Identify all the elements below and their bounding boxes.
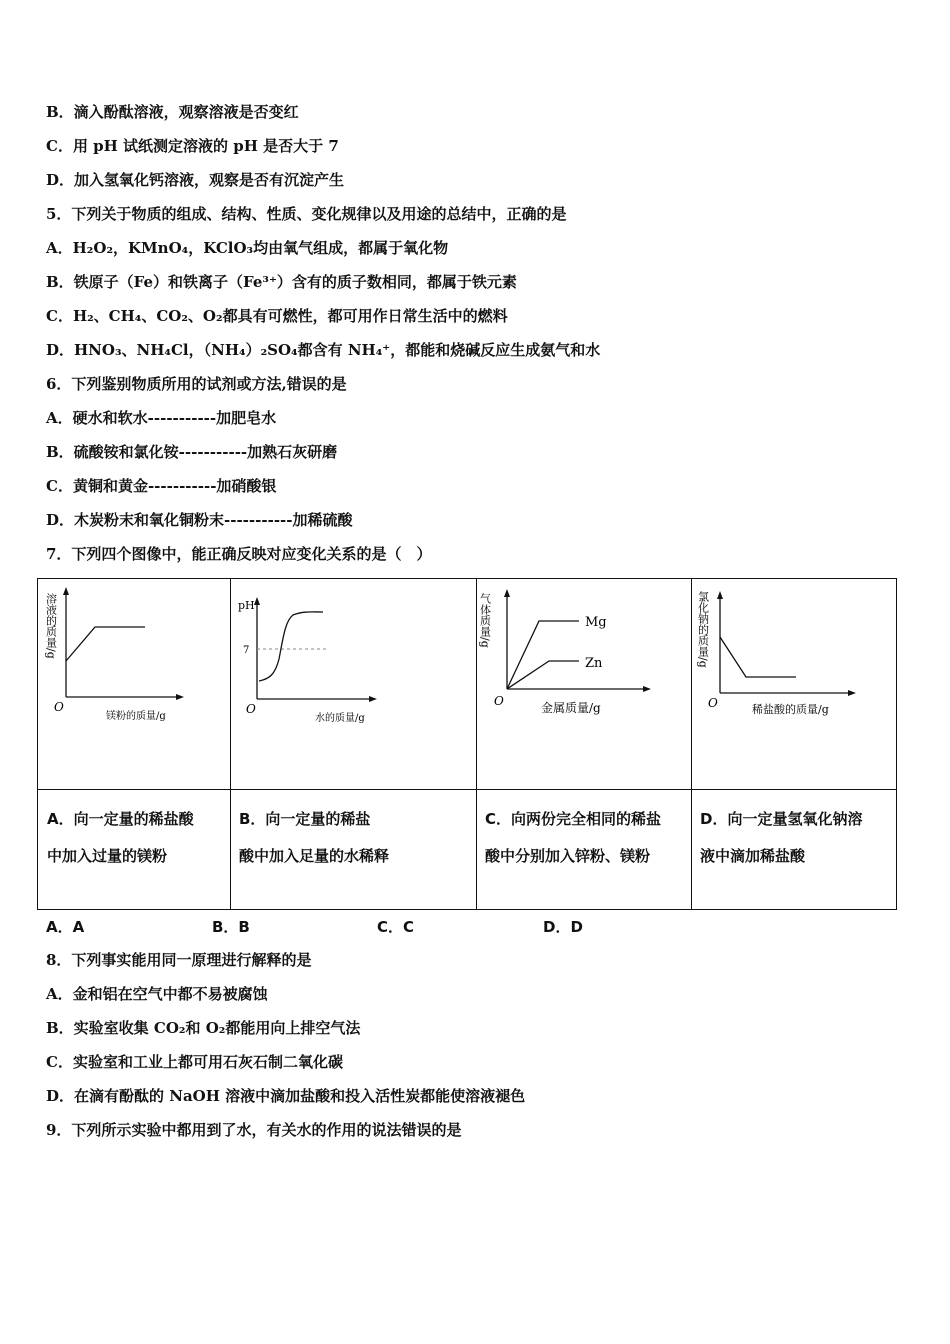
- graph-c-origin: O: [494, 694, 504, 708]
- question-8-option-b: B．实验室收集 CO₂和 O₂都能用向上排空气法: [46, 1019, 361, 1037]
- graph-c-mg-label: Mg: [585, 615, 607, 630]
- question-8: 8．下列事实能用同一原理进行解释的是: [46, 951, 312, 969]
- question-6: 6．下列鉴别物质所用的试剂或方法,错误的是: [46, 375, 347, 393]
- graph-b-x-arrow: [369, 696, 377, 702]
- graph-d-curve: [720, 637, 796, 677]
- question-5: 5．下列关于物质的组成、结构、性质、变化规律以及用途的总结中，正确的是: [46, 205, 567, 223]
- caption-a-line2: 中加入过量的镁粉: [47, 847, 168, 865]
- caption-c-line2: 酸中分别加入锌粉、镁粉: [485, 847, 651, 865]
- caption-c: [485, 801, 661, 875]
- graph-d-origin: O: [708, 696, 718, 710]
- graph-b-ylabel: pH: [238, 599, 255, 612]
- graph-d-svg: [692, 579, 897, 789]
- graph-a-origin: O: [54, 700, 64, 714]
- question-8-option-c: C．实验室和工业上都可用石灰石制二氧化碳: [46, 1053, 343, 1071]
- graph-d-x-arrow: [848, 690, 856, 696]
- graph-b-origin: O: [246, 702, 256, 716]
- graph-table: [37, 578, 897, 910]
- graph-a-curve: [66, 627, 145, 661]
- question-6-option-c: C．黄铜和黄金-----------加硝酸银: [46, 477, 277, 495]
- caption-b-line2: 酸中加入足量的水稀释: [239, 847, 390, 865]
- graph-a-ylabel: 溶液的质量/g: [44, 593, 58, 659]
- option-c-line: C．用 pH 试纸测定溶液的 pH 是否大于 7: [46, 137, 339, 155]
- graph-c-xlabel: 金属质量/g: [541, 701, 601, 715]
- option-b-line: B．滴入酚酞溶液，观察溶液是否变红: [46, 103, 299, 121]
- graph-b-tick: 7: [243, 645, 250, 656]
- caption-b: [239, 801, 389, 875]
- question-5-option-a: A．H₂O₂，KMnO₄，KClO₃均由氧气组成，都属于氧化物: [46, 239, 449, 257]
- question-7: 7．下列四个图像中，能正确反映对应变化关系的是（ ）: [46, 545, 432, 563]
- question-6-option-d: D．木炭粉末和氧化铜粉末-----------加稀硫酸: [46, 511, 353, 529]
- table-divider: [38, 789, 896, 790]
- graph-a-svg: [38, 579, 230, 789]
- caption-d: [700, 801, 862, 875]
- graph-a-xlabel: 镁粉的质量/g: [106, 711, 166, 722]
- graph-b: [231, 579, 476, 789]
- question-5-option-c: C．H₂、CH₄、CO₂、O₂都具有可燃性，都可用作日常生活中的燃料: [46, 307, 508, 325]
- caption-c-line1: C．向两份完全相同的稀盐: [485, 810, 662, 828]
- graph-b-svg: [231, 579, 476, 789]
- answer-c: C．C: [377, 918, 415, 936]
- question-5-option-d: D．HNO₃、NH₄Cl，（NH₄）₂SO₄都含有 NH₄⁺，都能和烧碱反应生成氨气和水: [46, 341, 601, 359]
- graph-b-xlabel: 水的质量/g: [315, 713, 365, 724]
- graph-a-y-arrow: [63, 587, 69, 595]
- answer-d: D．D: [543, 918, 583, 936]
- graph-c-ylabel: 气体质量/g: [478, 593, 492, 648]
- graph-c: [477, 579, 691, 789]
- caption-a: [47, 801, 194, 875]
- graph-a: [38, 579, 230, 789]
- graph-a-x-arrow: [176, 694, 184, 700]
- answer-a: A．A: [46, 918, 85, 936]
- question-6-option-a: A．硬水和软水-----------加肥皂水: [46, 409, 277, 427]
- option-d-line: D．加入氢氧化钙溶液，观察是否有沉淀产生: [46, 171, 345, 189]
- graph-c-x-arrow: [643, 686, 651, 692]
- graph-c-zn-label: Zn: [585, 656, 603, 671]
- question-8-option-a: A．金和铝在空气中都不易被腐蚀: [46, 985, 268, 1003]
- caption-a-line1: A．向一定量的稀盐酸: [47, 810, 194, 828]
- graph-d: [692, 579, 897, 789]
- caption-d-line1: D．向一定量氢氧化钠溶: [700, 810, 863, 828]
- question-6-option-b: B．硫酸铵和氯化铵-----------加熟石灰研磨: [46, 443, 338, 461]
- graph-c-svg: [477, 579, 691, 789]
- answer-b: B．B: [212, 918, 250, 936]
- graph-d-y-arrow: [717, 591, 723, 599]
- question-8-option-d: D．在滴有酚酞的 NaOH 溶液中滴加盐酸和投入活性炭都能使溶液褪色: [46, 1087, 526, 1105]
- caption-d-line2: 液中滴加稀盐酸: [700, 847, 806, 865]
- graph-d-xlabel: 稀盐酸的质量/g: [752, 703, 829, 716]
- graph-c-mg-curve: [507, 621, 579, 689]
- question-5-option-b: B．铁原子（Fe）和铁离子（Fe³⁺）含有的质子数相同，都属于铁元素: [46, 273, 517, 291]
- caption-b-line1: B．向一定量的稀盐: [239, 810, 371, 828]
- question-9: 9．下列所示实验中都用到了水，有关水的作用的说法错误的是: [46, 1121, 462, 1139]
- graph-b-y-arrow: [254, 597, 260, 605]
- graph-c-y-arrow: [504, 589, 510, 597]
- graph-d-ylabel: 氯化钠的质量/g: [696, 591, 710, 668]
- graph-b-curve: [259, 612, 323, 681]
